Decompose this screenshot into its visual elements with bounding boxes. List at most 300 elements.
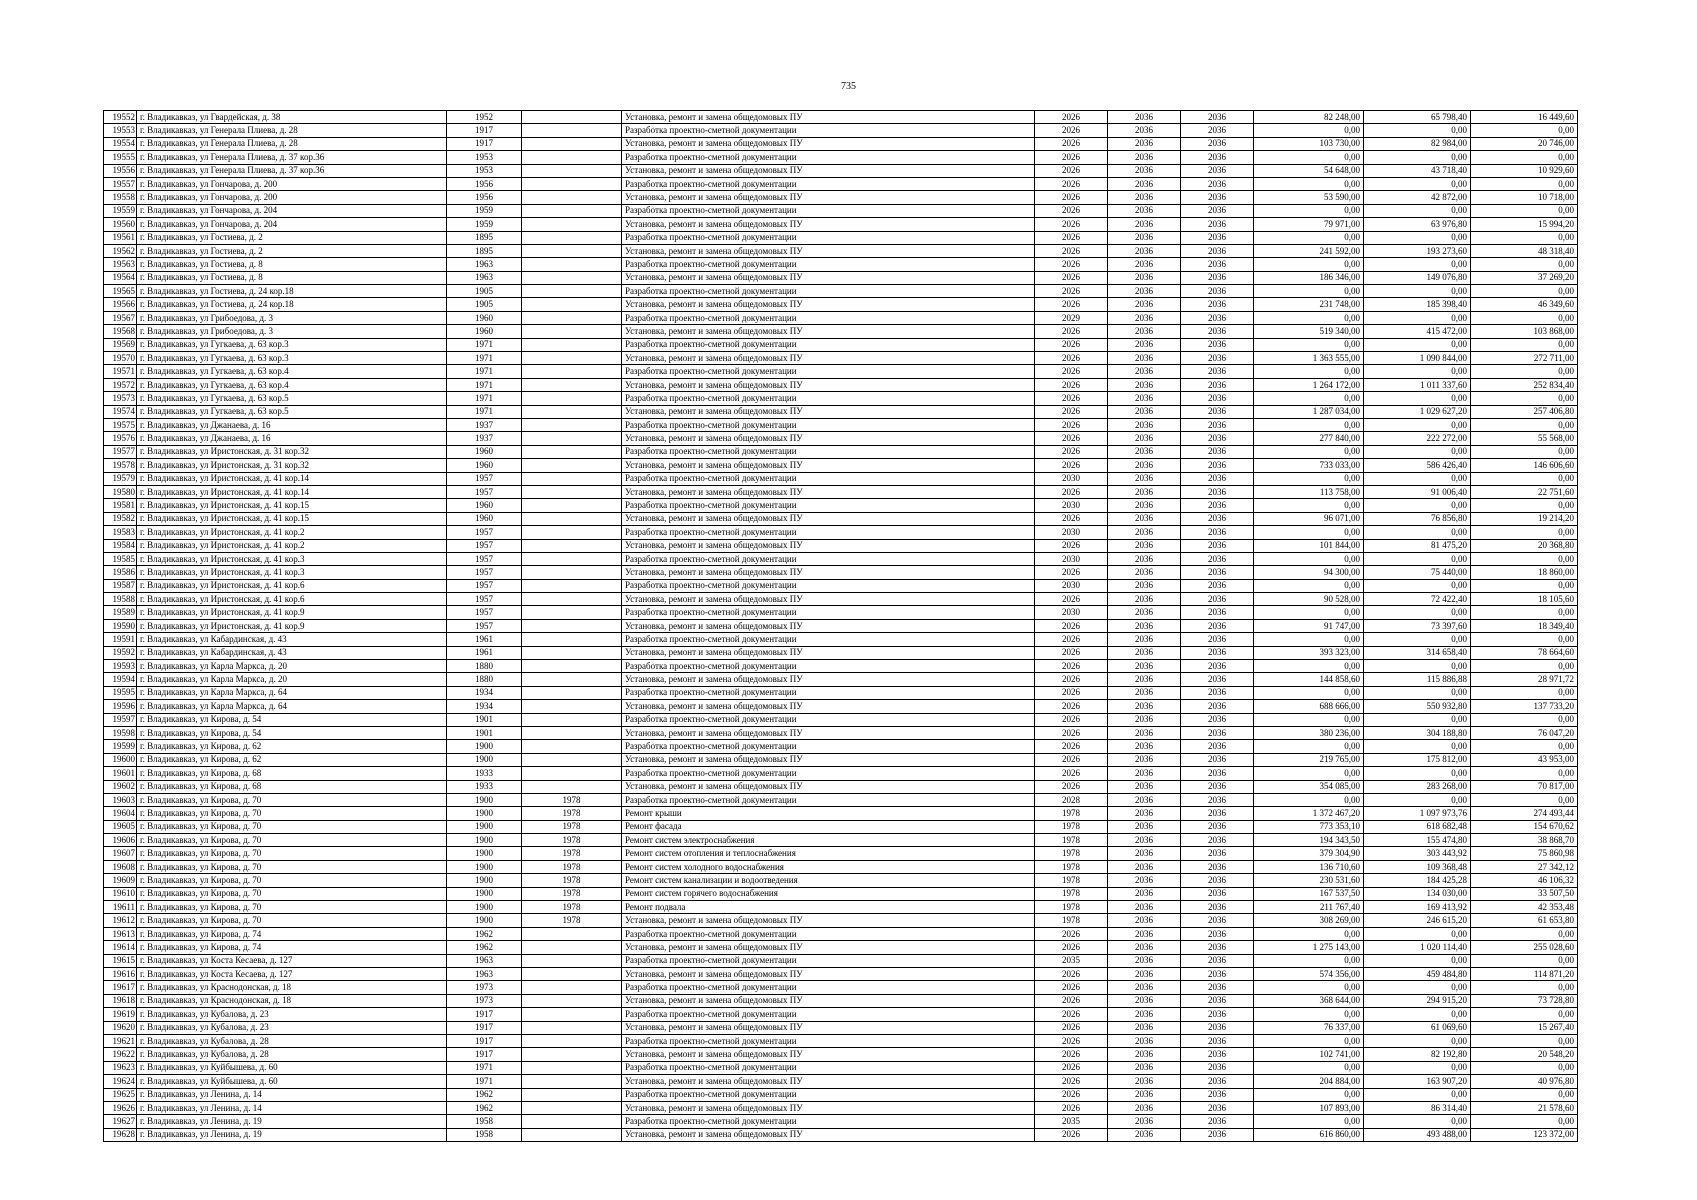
plan-end-year-cell: 2036 <box>1108 258 1181 271</box>
plan-end-year-cell: 2036 <box>1108 244 1181 257</box>
owners-cost-cell: 15 994,20 <box>1471 218 1578 231</box>
table-row <box>104 1021 1578 1034</box>
address-cell: г. Владикавказ, ул Кубалова, д. 23 <box>137 1008 447 1021</box>
plan-start-year-cell: 2026 <box>1035 111 1108 124</box>
plan-end-year-cell: 2036 <box>1108 1034 1181 1047</box>
plan-start-year-cell: 2026 <box>1035 432 1108 445</box>
work-type-cell: Разработка проектно-сметной документации <box>622 606 1035 619</box>
work-type-cell: Установка, ремонт и замена общедомовых ПУ <box>622 432 1035 445</box>
build-year-cell: 1900 <box>447 874 522 887</box>
build-year-cell: 1963 <box>447 258 522 271</box>
term-year-cell: 2036 <box>1181 593 1254 606</box>
row-number-cell: 19559 <box>104 204 137 217</box>
fund-cost-cell: 0,00 <box>1364 552 1471 565</box>
repair-year-cell <box>522 111 622 124</box>
plan-start-year-cell: 2026 <box>1035 539 1108 552</box>
term-year-cell: 2036 <box>1181 606 1254 619</box>
plan-end-year-cell: 2036 <box>1108 365 1181 378</box>
owners-cost-cell: 154 670,62 <box>1471 820 1578 833</box>
build-year-cell: 1934 <box>447 700 522 713</box>
build-year-cell: 1900 <box>447 753 522 766</box>
row-number-cell: 19595 <box>104 686 137 699</box>
row-number-cell: 19573 <box>104 392 137 405</box>
repair-year-cell <box>522 954 622 967</box>
repair-year-cell: 1978 <box>522 860 622 873</box>
address-cell: г. Владикавказ, ул Ленина, д. 14 <box>137 1088 447 1101</box>
repair-year-cell <box>522 673 622 686</box>
table-row <box>104 767 1578 780</box>
term-year-cell: 2036 <box>1181 124 1254 137</box>
fund-cost-cell: 0,00 <box>1364 1115 1471 1128</box>
row-number-cell: 19601 <box>104 767 137 780</box>
plan-end-year-cell: 2036 <box>1108 566 1181 579</box>
total-cost-cell: 79 971,00 <box>1254 218 1364 231</box>
repair-year-cell <box>522 1021 622 1034</box>
repair-year-cell <box>522 552 622 565</box>
total-cost-cell: 0,00 <box>1254 1088 1364 1101</box>
owners-cost-cell: 0,00 <box>1471 472 1578 485</box>
fund-cost-cell: 42 872,00 <box>1364 191 1471 204</box>
row-number-cell: 19585 <box>104 552 137 565</box>
address-cell: г. Владикавказ, ул Гончарова, д. 200 <box>137 191 447 204</box>
build-year-cell: 1917 <box>447 1021 522 1034</box>
table-row <box>104 512 1578 525</box>
address-cell: г. Владикавказ, ул Кирова, д. 70 <box>137 874 447 887</box>
plan-end-year-cell: 2036 <box>1108 418 1181 431</box>
work-type-cell: Разработка проектно-сметной документации <box>622 311 1035 324</box>
table-row <box>104 860 1578 873</box>
plan-start-year-cell: 2030 <box>1035 552 1108 565</box>
row-number-cell: 19613 <box>104 927 137 940</box>
term-year-cell: 2036 <box>1181 579 1254 592</box>
table-row <box>104 191 1578 204</box>
address-cell: г. Владикавказ, ул Джанаева, д. 16 <box>137 432 447 445</box>
fund-cost-cell: 184 425,28 <box>1364 874 1471 887</box>
address-cell: г. Владикавказ, ул Гостиева, д. 2 <box>137 231 447 244</box>
address-cell: г. Владикавказ, ул Гончарова, д. 204 <box>137 218 447 231</box>
repair-year-cell <box>522 392 622 405</box>
address-cell: г. Владикавказ, ул Карла Маркса, д. 20 <box>137 673 447 686</box>
table-row <box>104 231 1578 244</box>
build-year-cell: 1917 <box>447 1008 522 1021</box>
plan-start-year-cell: 2026 <box>1035 352 1108 365</box>
table-row <box>104 901 1578 914</box>
owners-cost-cell: 0,00 <box>1471 981 1578 994</box>
total-cost-cell: 230 531,60 <box>1254 874 1364 887</box>
build-year-cell: 1900 <box>447 914 522 927</box>
repair-year-cell <box>522 204 622 217</box>
table-row <box>104 1115 1578 1128</box>
address-cell: г. Владикавказ, ул Кирова, д. 74 <box>137 927 447 940</box>
total-cost-cell: 231 748,00 <box>1254 298 1364 311</box>
owners-cost-cell: 0,00 <box>1471 1061 1578 1074</box>
address-cell: г. Владикавказ, ул Гугкаева, д. 63 кор.4 <box>137 378 447 391</box>
build-year-cell: 1917 <box>447 124 522 137</box>
owners-cost-cell: 18 105,60 <box>1471 593 1578 606</box>
build-year-cell: 1971 <box>447 352 522 365</box>
term-year-cell: 2036 <box>1181 258 1254 271</box>
repair-year-cell <box>522 619 622 632</box>
row-number-cell: 19553 <box>104 124 137 137</box>
address-cell: г. Владикавказ, ул Краснодонская, д. 18 <box>137 994 447 1007</box>
total-cost-cell: 0,00 <box>1254 740 1364 753</box>
build-year-cell: 1963 <box>447 954 522 967</box>
fund-cost-cell: 0,00 <box>1364 258 1471 271</box>
fund-cost-cell: 175 812,00 <box>1364 753 1471 766</box>
build-year-cell: 1917 <box>447 1048 522 1061</box>
repair-year-cell <box>522 1075 622 1088</box>
total-cost-cell: 0,00 <box>1254 392 1364 405</box>
build-year-cell: 1973 <box>447 994 522 1007</box>
repair-year-cell <box>522 526 622 539</box>
plan-end-year-cell: 2036 <box>1108 820 1181 833</box>
address-cell: г. Владикавказ, ул Кубалова, д. 28 <box>137 1048 447 1061</box>
address-cell: г. Владикавказ, ул Кирова, д. 70 <box>137 887 447 900</box>
work-type-cell: Разработка проектно-сметной документации <box>622 927 1035 940</box>
build-year-cell: 1957 <box>447 619 522 632</box>
plan-end-year-cell: 2036 <box>1108 860 1181 873</box>
address-cell: г. Владикавказ, ул Гончарова, д. 200 <box>137 177 447 190</box>
table-row <box>104 271 1578 284</box>
row-number-cell: 19557 <box>104 177 137 190</box>
term-year-cell: 2036 <box>1181 418 1254 431</box>
table-row <box>104 606 1578 619</box>
owners-cost-cell: 73 728,80 <box>1471 994 1578 1007</box>
fund-cost-cell: 0,00 <box>1364 579 1471 592</box>
build-year-cell: 1962 <box>447 941 522 954</box>
plan-start-year-cell: 1978 <box>1035 834 1108 847</box>
address-cell: г. Владикавказ, ул Ленина, д. 19 <box>137 1115 447 1128</box>
owners-cost-cell: 274 493,44 <box>1471 807 1578 820</box>
repair-year-cell <box>522 539 622 552</box>
address-cell: г. Владикавказ, ул Кирова, д. 70 <box>137 860 447 873</box>
row-number-cell: 19593 <box>104 660 137 673</box>
plan-end-year-cell: 2036 <box>1108 499 1181 512</box>
address-cell: г. Владикавказ, ул Гугкаева, д. 63 кор.3 <box>137 338 447 351</box>
repair-year-cell <box>522 941 622 954</box>
plan-start-year-cell: 2026 <box>1035 204 1108 217</box>
address-cell: г. Владикавказ, ул Генерала Плиева, д. 37 кор.36 <box>137 151 447 164</box>
plan-end-year-cell: 2036 <box>1108 593 1181 606</box>
repair-year-cell <box>522 352 622 365</box>
fund-cost-cell: 0,00 <box>1364 1008 1471 1021</box>
plan-end-year-cell: 2036 <box>1108 914 1181 927</box>
work-type-cell: Разработка проектно-сметной документации <box>622 1008 1035 1021</box>
term-year-cell: 2036 <box>1181 1048 1254 1061</box>
term-year-cell: 2036 <box>1181 646 1254 659</box>
repair-year-cell <box>522 767 622 780</box>
plan-end-year-cell: 2036 <box>1108 619 1181 632</box>
total-cost-cell: 0,00 <box>1254 1034 1364 1047</box>
repair-year-cell <box>522 927 622 940</box>
build-year-cell: 1880 <box>447 660 522 673</box>
row-number-cell: 19615 <box>104 954 137 967</box>
table-row <box>104 378 1578 391</box>
work-type-cell: Разработка проектно-сметной документации <box>622 1115 1035 1128</box>
fund-cost-cell: 303 443,92 <box>1364 847 1471 860</box>
address-cell: г. Владикавказ, ул Кабардинская, д. 43 <box>137 633 447 646</box>
total-cost-cell: 113 758,00 <box>1254 485 1364 498</box>
plan-end-year-cell: 2036 <box>1108 432 1181 445</box>
term-year-cell: 2036 <box>1181 338 1254 351</box>
table-row <box>104 258 1578 271</box>
total-cost-cell: 0,00 <box>1254 231 1364 244</box>
work-type-cell: Установка, ремонт и замена общедомовых ПУ <box>622 164 1035 177</box>
repair-year-cell <box>522 271 622 284</box>
plan-start-year-cell: 2026 <box>1035 713 1108 726</box>
plan-start-year-cell: 2030 <box>1035 472 1108 485</box>
address-cell: г. Владикавказ, ул Грибоедова, д. 3 <box>137 325 447 338</box>
work-type-cell: Разработка проектно-сметной документации <box>622 740 1035 753</box>
term-year-cell: 2036 <box>1181 954 1254 967</box>
fund-cost-cell: 0,00 <box>1364 793 1471 806</box>
address-cell: г. Владикавказ, ул Ленина, д. 19 <box>137 1128 447 1141</box>
repair-year-cell <box>522 740 622 753</box>
plan-end-year-cell: 2036 <box>1108 994 1181 1007</box>
term-year-cell: 2036 <box>1181 753 1254 766</box>
table-row <box>104 352 1578 365</box>
work-type-cell: Установка, ремонт и замена общедомовых ПУ <box>622 512 1035 525</box>
total-cost-cell: 0,00 <box>1254 660 1364 673</box>
total-cost-cell: 0,00 <box>1254 1008 1364 1021</box>
build-year-cell: 1953 <box>447 151 522 164</box>
address-cell: г. Владикавказ, ул Коста Кесаева, д. 127 <box>137 968 447 981</box>
term-year-cell: 2036 <box>1181 994 1254 1007</box>
repair-year-cell <box>522 418 622 431</box>
owners-cost-cell: 33 507,50 <box>1471 887 1578 900</box>
total-cost-cell: 1 372 467,20 <box>1254 807 1364 820</box>
repair-year-cell <box>522 258 622 271</box>
total-cost-cell: 94 300,00 <box>1254 566 1364 579</box>
total-cost-cell: 393 323,00 <box>1254 646 1364 659</box>
repair-year-cell <box>522 633 622 646</box>
row-number-cell: 19594 <box>104 673 137 686</box>
term-year-cell: 2036 <box>1181 432 1254 445</box>
owners-cost-cell: 78 664,60 <box>1471 646 1578 659</box>
fund-cost-cell: 0,00 <box>1364 204 1471 217</box>
owners-cost-cell: 0,00 <box>1471 927 1578 940</box>
fund-cost-cell: 0,00 <box>1364 365 1471 378</box>
work-type-cell: Разработка проектно-сметной документации <box>622 445 1035 458</box>
owners-cost-cell: 16 449,60 <box>1471 111 1578 124</box>
table-row <box>104 325 1578 338</box>
work-type-cell: Установка, ремонт и замена общедомовых ПУ <box>622 700 1035 713</box>
repair-year-cell: 1978 <box>522 887 622 900</box>
plan-start-year-cell: 2030 <box>1035 499 1108 512</box>
plan-start-year-cell: 2026 <box>1035 405 1108 418</box>
plan-end-year-cell: 2036 <box>1108 887 1181 900</box>
build-year-cell: 1961 <box>447 646 522 659</box>
owners-cost-cell: 0,00 <box>1471 606 1578 619</box>
work-type-cell: Разработка проектно-сметной документации <box>622 418 1035 431</box>
work-type-cell: Разработка проектно-сметной документации <box>622 579 1035 592</box>
build-year-cell: 1957 <box>447 485 522 498</box>
build-year-cell: 1958 <box>447 1128 522 1141</box>
address-cell: г. Владикавказ, ул Кирова, д. 70 <box>137 793 447 806</box>
row-number-cell: 19589 <box>104 606 137 619</box>
repair-year-cell <box>522 1034 622 1047</box>
fund-cost-cell: 73 397,60 <box>1364 619 1471 632</box>
term-year-cell: 2036 <box>1181 619 1254 632</box>
work-type-cell: Установка, ремонт и замена общедомовых ПУ <box>622 271 1035 284</box>
fund-cost-cell: 0,00 <box>1364 526 1471 539</box>
plan-start-year-cell: 2026 <box>1035 271 1108 284</box>
row-number-cell: 19623 <box>104 1061 137 1074</box>
plan-start-year-cell: 2026 <box>1035 1034 1108 1047</box>
term-year-cell: 2036 <box>1181 392 1254 405</box>
work-type-cell: Установка, ремонт и замена общедомовых ПУ <box>622 1021 1035 1034</box>
work-type-cell: Разработка проектно-сметной документации <box>622 204 1035 217</box>
plan-end-year-cell: 2036 <box>1108 231 1181 244</box>
plan-start-year-cell: 2026 <box>1035 767 1108 780</box>
address-cell: г. Владикавказ, ул Иристонская, д. 41 кор.2 <box>137 526 447 539</box>
plan-end-year-cell: 2036 <box>1108 968 1181 981</box>
owners-cost-cell: 0,00 <box>1471 365 1578 378</box>
repair-year-cell <box>522 1008 622 1021</box>
table-row <box>104 941 1578 954</box>
plan-start-year-cell: 2026 <box>1035 459 1108 472</box>
fund-cost-cell: 0,00 <box>1364 633 1471 646</box>
row-number-cell: 19581 <box>104 499 137 512</box>
total-cost-cell: 0,00 <box>1254 499 1364 512</box>
term-year-cell: 2036 <box>1181 673 1254 686</box>
owners-cost-cell: 10 718,00 <box>1471 191 1578 204</box>
address-cell: г. Владикавказ, ул Гостиева, д. 24 кор.18 <box>137 298 447 311</box>
plan-end-year-cell: 2036 <box>1108 512 1181 525</box>
owners-cost-cell: 0,00 <box>1471 151 1578 164</box>
total-cost-cell: 0,00 <box>1254 1061 1364 1074</box>
build-year-cell: 1958 <box>447 1115 522 1128</box>
fund-cost-cell: 86 314,40 <box>1364 1101 1471 1114</box>
fund-cost-cell: 163 907,20 <box>1364 1075 1471 1088</box>
term-year-cell: 2036 <box>1181 365 1254 378</box>
total-cost-cell: 0,00 <box>1254 177 1364 190</box>
fund-cost-cell: 618 682,48 <box>1364 820 1471 833</box>
fund-cost-cell: 0,00 <box>1364 418 1471 431</box>
owners-cost-cell: 0,00 <box>1471 526 1578 539</box>
owners-cost-cell: 0,00 <box>1471 633 1578 646</box>
fund-cost-cell: 65 798,40 <box>1364 111 1471 124</box>
row-number-cell: 19618 <box>104 994 137 1007</box>
owners-cost-cell: 46 106,32 <box>1471 874 1578 887</box>
owners-cost-cell: 252 834,40 <box>1471 378 1578 391</box>
table-row <box>104 405 1578 418</box>
address-cell: г. Владикавказ, ул Гугкаева, д. 63 кор.4 <box>137 365 447 378</box>
table-row <box>104 459 1578 472</box>
term-year-cell: 2036 <box>1181 860 1254 873</box>
table-row <box>104 526 1578 539</box>
work-type-cell: Установка, ремонт и замена общедомовых ПУ <box>622 753 1035 766</box>
plan-end-year-cell: 2036 <box>1108 1115 1181 1128</box>
plan-start-year-cell: 2026 <box>1035 740 1108 753</box>
address-cell: г. Владикавказ, ул Гостиева, д. 8 <box>137 271 447 284</box>
plan-end-year-cell: 2036 <box>1108 927 1181 940</box>
plan-start-year-cell: 2026 <box>1035 619 1108 632</box>
total-cost-cell: 368 644,00 <box>1254 994 1364 1007</box>
fund-cost-cell: 76 856,80 <box>1364 512 1471 525</box>
fund-cost-cell: 0,00 <box>1364 954 1471 967</box>
work-type-cell: Установка, ремонт и замена общедомовых ПУ <box>622 968 1035 981</box>
plan-end-year-cell: 2036 <box>1108 526 1181 539</box>
address-cell: г. Владикавказ, ул Иристонская, д. 31 кор.32 <box>137 459 447 472</box>
total-cost-cell: 0,00 <box>1254 204 1364 217</box>
plan-start-year-cell: 2035 <box>1035 954 1108 967</box>
term-year-cell: 2036 <box>1181 539 1254 552</box>
owners-cost-cell: 0,00 <box>1471 740 1578 753</box>
fund-cost-cell: 169 413,92 <box>1364 901 1471 914</box>
fund-cost-cell: 109 368,48 <box>1364 860 1471 873</box>
plan-start-year-cell: 2026 <box>1035 968 1108 981</box>
plan-end-year-cell: 2036 <box>1108 338 1181 351</box>
table-row <box>104 1128 1578 1141</box>
row-number-cell: 19588 <box>104 593 137 606</box>
total-cost-cell: 0,00 <box>1254 151 1364 164</box>
work-type-cell: Установка, ремонт и замена общедомовых ПУ <box>622 325 1035 338</box>
address-cell: г. Владикавказ, ул Кабардинская, д. 43 <box>137 646 447 659</box>
total-cost-cell: 204 884,00 <box>1254 1075 1364 1088</box>
work-type-cell: Установка, ремонт и замена общедомовых ПУ <box>622 298 1035 311</box>
build-year-cell: 1917 <box>447 1034 522 1047</box>
total-cost-cell: 379 304,90 <box>1254 847 1364 860</box>
fund-cost-cell: 304 188,80 <box>1364 726 1471 739</box>
fund-cost-cell: 0,00 <box>1364 686 1471 699</box>
row-number-cell: 19604 <box>104 807 137 820</box>
address-cell: г. Владикавказ, ул Иристонская, д. 41 кор.3 <box>137 566 447 579</box>
row-number-cell: 19611 <box>104 901 137 914</box>
fund-cost-cell: 61 069,60 <box>1364 1021 1471 1034</box>
term-year-cell: 2036 <box>1181 472 1254 485</box>
row-number-cell: 19603 <box>104 793 137 806</box>
address-cell: г. Владикавказ, ул Иристонская, д. 41 кор.15 <box>137 499 447 512</box>
build-year-cell: 1917 <box>447 137 522 150</box>
build-year-cell: 1901 <box>447 713 522 726</box>
plan-start-year-cell: 2026 <box>1035 726 1108 739</box>
table-row <box>104 177 1578 190</box>
build-year-cell: 1900 <box>447 793 522 806</box>
build-year-cell: 1957 <box>447 552 522 565</box>
plan-end-year-cell: 2036 <box>1108 124 1181 137</box>
plan-end-year-cell: 2036 <box>1108 834 1181 847</box>
work-type-cell: Установка, ремонт и замена общедомовых ПУ <box>622 137 1035 150</box>
total-cost-cell: 219 765,00 <box>1254 753 1364 766</box>
build-year-cell: 1900 <box>447 860 522 873</box>
plan-start-year-cell: 2026 <box>1035 177 1108 190</box>
owners-cost-cell: 55 568,00 <box>1471 432 1578 445</box>
fund-cost-cell: 82 984,00 <box>1364 137 1471 150</box>
plan-end-year-cell: 2036 <box>1108 137 1181 150</box>
table-row <box>104 633 1578 646</box>
address-cell: г. Владикавказ, ул Иристонская, д. 41 кор.15 <box>137 512 447 525</box>
plan-start-year-cell: 2026 <box>1035 673 1108 686</box>
address-cell: г. Владикавказ, ул Гостиева, д. 2 <box>137 244 447 257</box>
fund-cost-cell: 43 718,40 <box>1364 164 1471 177</box>
work-type-cell: Установка, ремонт и замена общедомовых ПУ <box>622 1048 1035 1061</box>
table-row <box>104 954 1578 967</box>
address-cell: г. Владикавказ, ул Джанаева, д. 16 <box>137 418 447 431</box>
plan-end-year-cell: 2036 <box>1108 352 1181 365</box>
row-number-cell: 19582 <box>104 512 137 525</box>
owners-cost-cell: 18 860,00 <box>1471 566 1578 579</box>
term-year-cell: 2036 <box>1181 164 1254 177</box>
address-cell: г. Владикавказ, ул Кирова, д. 68 <box>137 767 447 780</box>
plan-start-year-cell: 2026 <box>1035 686 1108 699</box>
table-row <box>104 365 1578 378</box>
repair-year-cell <box>522 566 622 579</box>
row-number-cell: 19574 <box>104 405 137 418</box>
owners-cost-cell: 0,00 <box>1471 418 1578 431</box>
fund-cost-cell: 0,00 <box>1364 713 1471 726</box>
fund-cost-cell: 246 615,20 <box>1364 914 1471 927</box>
